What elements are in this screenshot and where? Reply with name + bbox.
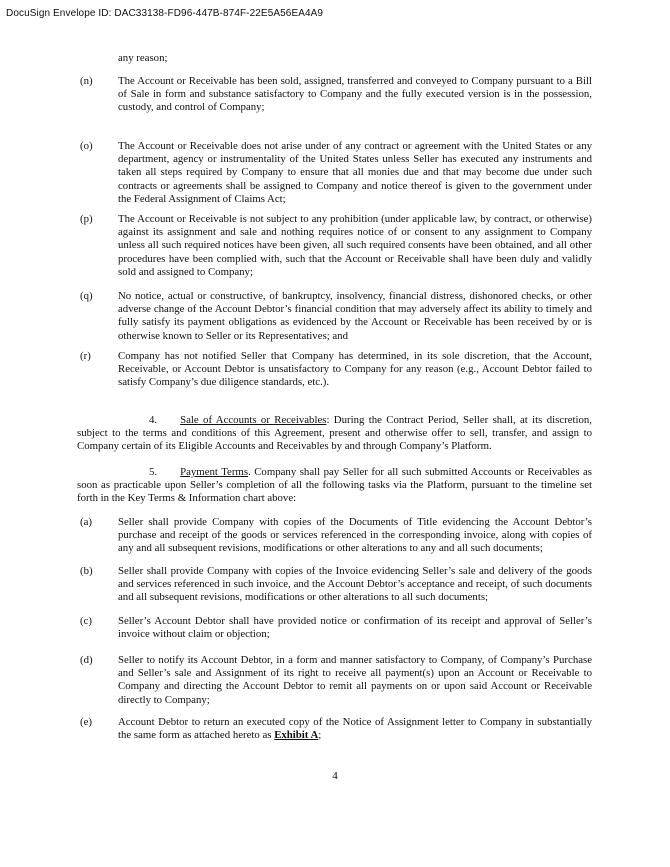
clause-label: (e)	[80, 716, 92, 728]
section-heading: Payment Terms	[180, 466, 249, 478]
clause-text-tail: ;	[318, 729, 322, 742]
section-number: 4.	[149, 414, 158, 426]
clause-text: Seller to notify its Account Debtor, in a form and manner satisfactory to Company, of Company’s Purchase and Seller’s sale and Assignment of its right to receive all payment(s) upon an Account or Receivable to Company and directing the Account Debtor to remit all payments on or upon said Account or Receivable directly to Company;	[118, 654, 592, 706]
clause-c	[80, 615, 592, 641]
clause-text: Seller’s Account Debtor shall have provided notice or confirmation of its receipt and approval of Seller’s invoice without claim or objection;	[118, 615, 592, 641]
clause-text	[118, 716, 592, 742]
section-text: . Company shall pay Seller for all such submitted Accounts or Receivables as soon as practicable upon Seller’s completion of all the following tasks via the Platform, pursuant to the timeline set forth in the Key Terms & Information chart above:	[77, 466, 592, 505]
clause-label: (c)	[80, 615, 92, 627]
clause-p	[80, 213, 592, 279]
clause-text: Seller shall provide Company with copies of the Invoice evidencing Seller’s sale and delivery of the goods and services referenced in such invoice, and the Account Debtor’s acceptance and receipt, of such documents and all subsequent revisions, modifications or other alterations to all such documents;	[118, 565, 592, 604]
clause-label: (n)	[80, 75, 93, 87]
clause-label: (r)	[80, 350, 91, 362]
clause-n	[80, 75, 592, 115]
clause-a	[80, 516, 592, 556]
clause-label: (p)	[80, 213, 93, 225]
clause-label: (q)	[80, 290, 93, 302]
clause-text: The Account or Receivable is not subject to any prohibition (under applicable law, by contract, or otherwise) against its assignment and sale and nothing requires notice of or consent to any assignment to Company unless all such required notices have been given, all such required consents have been obtained, and all other procedures have been complied with, such that the Account or Receivable shall have been duly and validly sold and assigned to Company;	[118, 213, 592, 278]
carryover-text: any reason;	[118, 52, 168, 64]
section-text: : During the Contract Period, Seller shall, at its discretion, subject to the terms and conditions of this Agreement, present and otherwise offer to sell, transfer, and assign to Company certain of its Eligible Accounts and Receivables by and through Company’s Platform.	[77, 414, 592, 453]
clause-q	[80, 290, 592, 343]
clause-text: Seller shall provide Company with copies of the Documents of Title evidencing the Account Debtor’s purchase and receipt of the goods or services referenced in the corresponding invoice, along with copies of any and all subsequent revisions, modifications or other alterations to any and all such documents;	[118, 516, 592, 555]
clause-b	[80, 565, 592, 605]
section-4	[77, 414, 592, 454]
clause-label: (o)	[80, 140, 93, 152]
docusign-envelope-id: DocuSign Envelope ID: DAC33138-FD96-447B-874F-22E5A56EA4A9	[6, 8, 324, 19]
clause-text: Company has not notified Seller that Company has determined, in its sole discretion, that the Account, Receivable, or Account Debtor is unsatisfactory to Company for any reason (e.g., Account Debtor failed to satisfy Company’s due diligence standards, etc.).	[118, 350, 592, 389]
clause-text: The Account or Receivable does not arise under of any contract or agreement with the United States or any department, agency or instrumentality of the United States unless Seller has executed any instruments and taken all steps required by Company to ensure that all monies due and that may become due under such contracts or agreements shall be assigned to Company and notice thereof is given to the government under the Federal Assignment of Claims Act;	[118, 140, 592, 205]
clause-d	[80, 654, 592, 707]
section-heading: Sale of Accounts or Receivables	[180, 414, 327, 426]
page-number: 4	[332, 770, 338, 782]
clause-r	[80, 350, 592, 390]
clause-label: (d)	[80, 654, 93, 666]
section-number: 5.	[149, 466, 158, 478]
clause-label: (a)	[80, 516, 92, 528]
clause-o	[80, 140, 592, 206]
exhibit-reference: Exhibit A	[274, 729, 319, 742]
clause-text: No notice, actual or constructive, of bankruptcy, insolvency, financial distress, dishonored checks, or other adverse change of the Account Debtor’s financial condition that may adversely affect its ability to timely and fully satisfy its payment obligations as evidenced by the Account or Receivable has been received by or is otherwise known to Seller or its Representatives; and	[118, 290, 592, 342]
clause-e	[80, 716, 592, 742]
section-5	[77, 466, 592, 506]
clause-text: The Account or Receivable has been sold, assigned, transferred and conveyed to Company pursuant to a Bill of Sale in form and substance satisfactory to Company and the fully executed version is in the possession, custody, and control of Company;	[118, 75, 592, 114]
clause-label: (b)	[80, 565, 93, 577]
clause-text-main: Account Debtor to return an executed copy of the Notice of Assignment letter to Company in substantially the same form as attached hereto as	[118, 716, 592, 742]
